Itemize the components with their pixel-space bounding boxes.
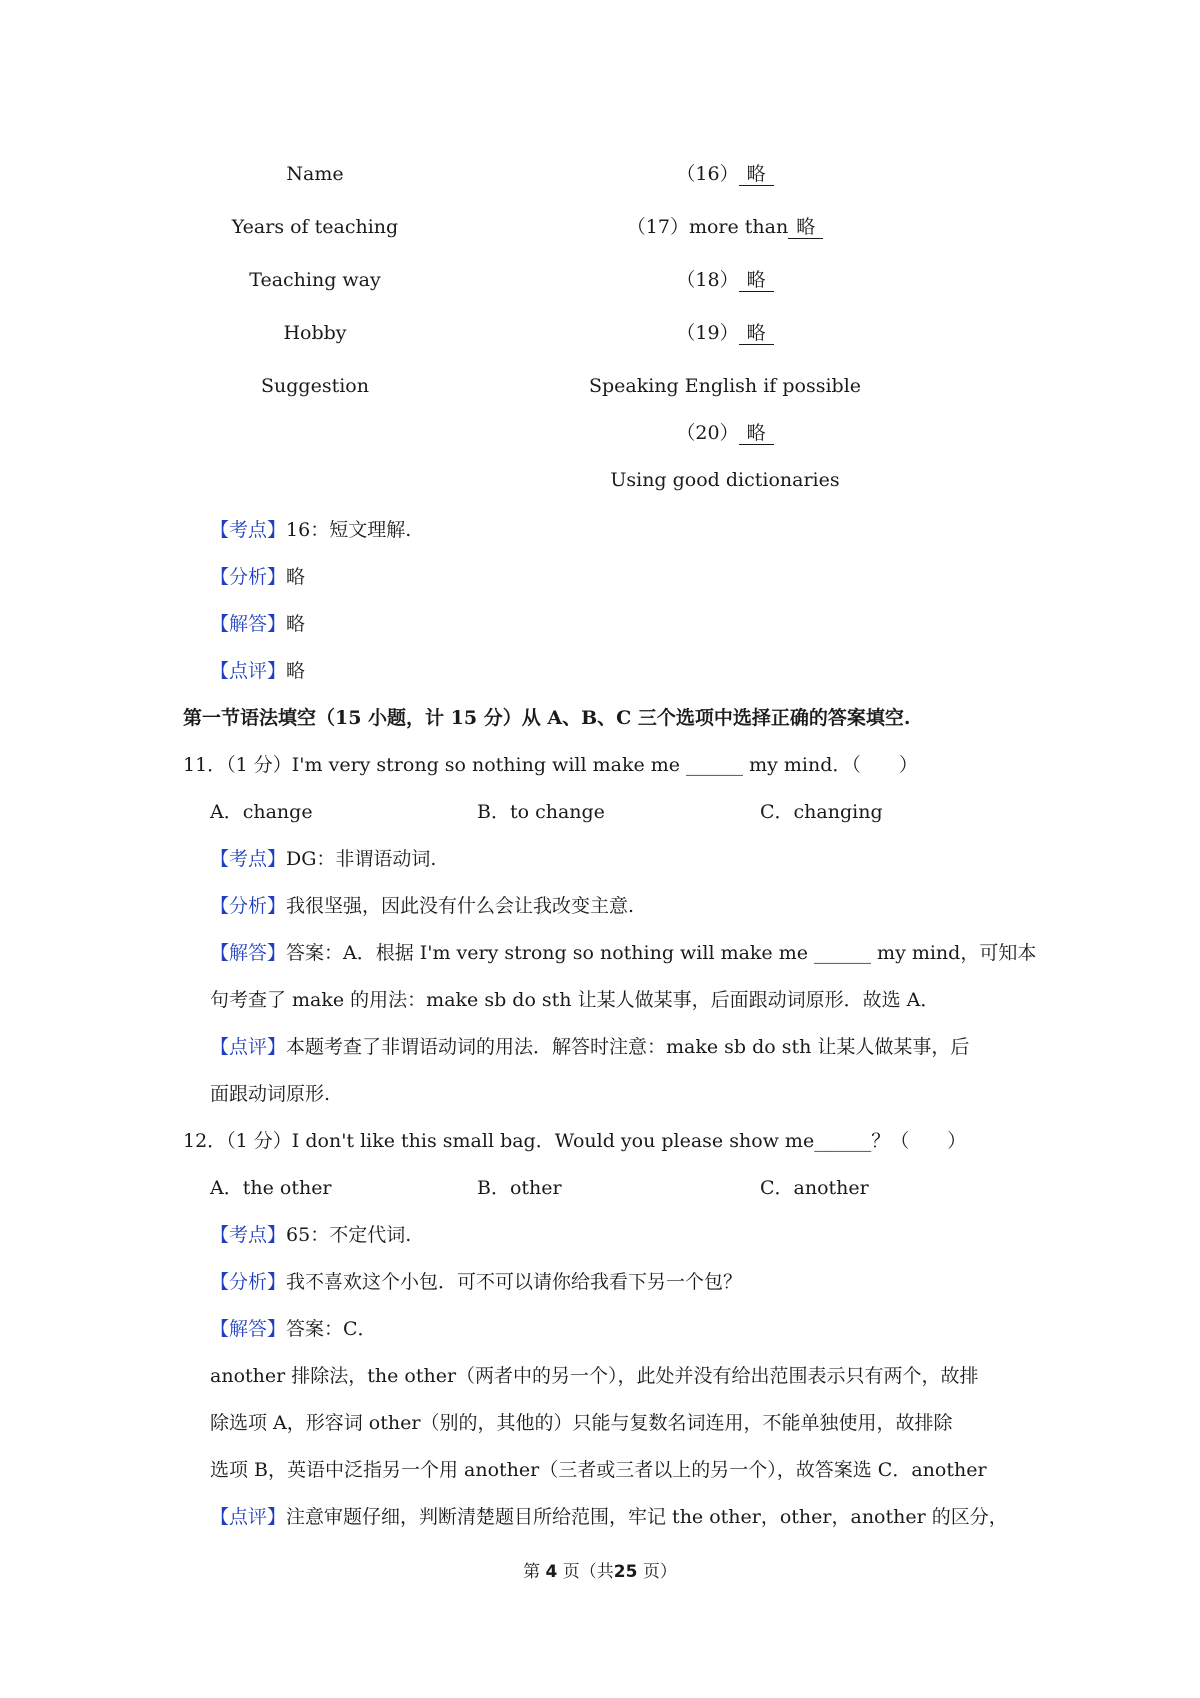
dianping-tag: 【点评】 (210, 660, 287, 682)
fenxi-tag: 【分析】 (210, 1271, 287, 1293)
q11-dianping-line2: 面跟动词原形. (210, 1083, 331, 1105)
table-label-years: Years of teaching (231, 216, 399, 238)
answer-blank: 略 (739, 269, 774, 292)
answer-blank: 略 (788, 216, 823, 239)
fenxi-tag: 【分析】 (210, 895, 287, 917)
table-suggestion-1: Speaking English if possible (588, 375, 862, 397)
answer-blank: 略 (739, 322, 774, 345)
answer-prefix: （18） (676, 269, 739, 291)
kaodian-tag: 【考点】 (210, 848, 287, 870)
table-label-name: Name (286, 163, 344, 185)
footer-pre: 第 (523, 1562, 541, 1582)
fenxi-text: 我不喜欢这个小包．可不可以请你给我看下另一个包？ (286, 1271, 743, 1293)
q11-kaodian (210, 846, 436, 872)
q12-body-line2: 除选项 A，形容词 other（别的，其他的）只能与复数名词连用，不能单独使用，故排除 (210, 1412, 953, 1434)
q12-body-line1: another 排除法，the other（两者中的另一个），此处并没有给出范围表示只有两个，故排 (210, 1365, 979, 1387)
dianping-text: 略 (286, 660, 306, 682)
table-answer-17 (560, 214, 890, 240)
q12-body-line3: 选项 B，英语中泛指另一个用 another（三者或三者以上的另一个），故答案选 C．another (210, 1459, 987, 1481)
q11-option-a: A．change (210, 801, 313, 823)
answer-prefix: （19） (676, 322, 739, 344)
table-label-teaching-way: Teaching way (249, 269, 381, 291)
q12-option-b: B．other (477, 1177, 562, 1199)
q12-kaodian (210, 1222, 411, 1248)
jieda-tag: 【解答】 (210, 613, 287, 635)
table-answer-20 (560, 420, 890, 446)
answer-blank: 略 (739, 422, 774, 445)
jieda-text: 答案：A．根据 I'm very strong so nothing will make me ______ my mind，可知本 (286, 942, 1037, 964)
footer-total-pages: 25 (613, 1562, 638, 1582)
q12-fenxi (210, 1269, 742, 1295)
kaodian-tag: 【考点】 (210, 1224, 287, 1246)
answer-prefix: （17）more than (626, 216, 789, 238)
answer-prefix: （20） (676, 422, 739, 444)
table-label-suggestion: Suggestion (261, 375, 369, 397)
jieda-text: 略 (286, 613, 306, 635)
dianping-text: 注意审题仔细，判断清楚题目所给范围，牢记 the other，other，another 的区分， (286, 1506, 1008, 1528)
q11-fenxi (210, 893, 634, 919)
jieda-tag: 【解答】 (210, 942, 287, 964)
q11-dianping (210, 1034, 969, 1060)
fenxi-tag: 【分析】 (210, 566, 287, 588)
table-answer-19 (560, 320, 890, 346)
q12-option-c: C．another (760, 1177, 869, 1199)
footer-post: 页） (642, 1562, 677, 1582)
table-suggestion-2: Using good dictionaries (610, 469, 840, 491)
q11-option-c: C．changing (760, 801, 883, 823)
block1-jieda (210, 611, 305, 637)
kaodian-text: 65：不定代词. (286, 1224, 412, 1246)
dianping-tag: 【点评】 (210, 1036, 287, 1058)
q12-stem: 12．（1 分）I don't like this small bag．Would you please show me______？（ ） (183, 1130, 967, 1152)
footer-mid: 页（共 (562, 1562, 614, 1582)
page-footer (0, 1559, 1200, 1585)
section-title: 第一节语法填空（15 小题，计 15 分）从 A、B、C 三个选项中选择正确的答案填空. (183, 707, 911, 729)
footer-page-number: 4 (545, 1562, 558, 1582)
block1-fenxi (210, 564, 305, 590)
table-label-hobby: Hobby (283, 322, 347, 344)
fenxi-text: 略 (286, 566, 306, 588)
kaodian-text: 16：短文理解. (286, 519, 412, 541)
dianping-text: 本题考查了非谓语动词的用法．解答时注意：make sb do sth 让某人做某事，后 (286, 1036, 970, 1058)
kaodian-tag: 【考点】 (210, 519, 287, 541)
answer-prefix: （16） (676, 163, 739, 185)
jieda-tag: 【解答】 (210, 1318, 287, 1340)
q11-jieda (210, 940, 1036, 966)
fenxi-text: 我很坚强，因此没有什么会让我改变主意. (286, 895, 635, 917)
q11-jieda-line2: 句考查了 make 的用法：make sb do sth 让某人做某事，后面跟动词原形．故选 A． (210, 989, 940, 1011)
q12-option-a: A．the other (210, 1177, 332, 1199)
q11-stem: 11．（1 分）I'm very strong so nothing will make me ______ my mind．（ ） (183, 754, 918, 776)
q11-option-b: B．to change (477, 801, 605, 823)
q12-dianping (210, 1504, 1008, 1530)
dianping-tag: 【点评】 (210, 1506, 287, 1528)
block1-dianping (210, 658, 305, 684)
jieda-text: 答案：C． (286, 1318, 377, 1340)
q12-jieda (210, 1316, 377, 1342)
block1-kaodian (210, 517, 411, 543)
table-answer-16 (560, 161, 890, 187)
table-answer-18 (560, 267, 890, 293)
answer-blank: 略 (739, 163, 774, 186)
kaodian-text: DG：非谓语动词. (286, 848, 437, 870)
